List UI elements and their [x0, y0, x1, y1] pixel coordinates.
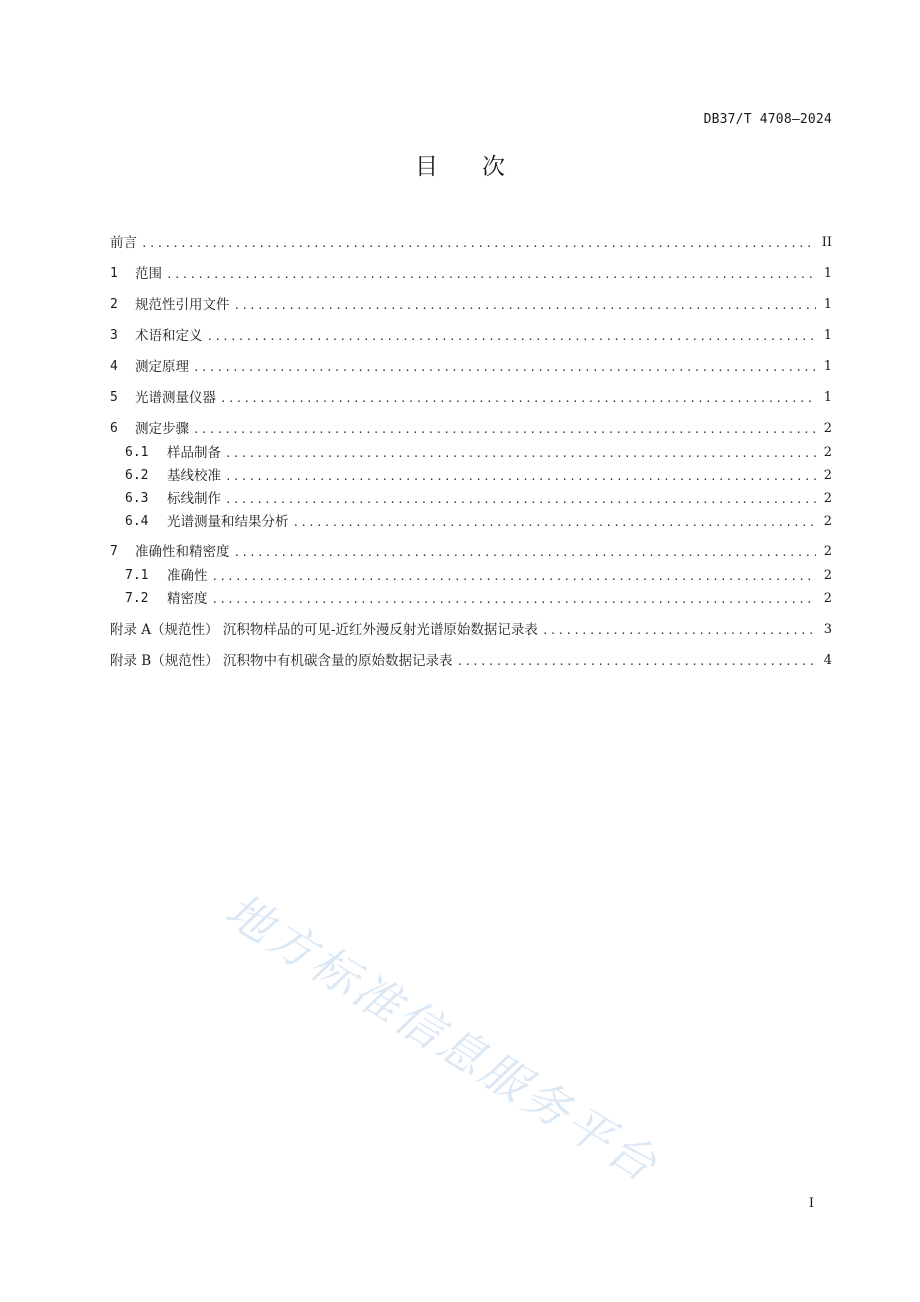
- toc-entry-label: 基线校准: [167, 468, 221, 484]
- toc-entry-label: 术语和定义: [135, 328, 203, 344]
- toc-leader-dots: [225, 491, 816, 509]
- toc-leader-dots: [293, 514, 817, 532]
- toc-entry-page: II: [821, 235, 832, 250]
- toc-entry-7[interactable]: [110, 542, 832, 562]
- toc-entry-page: 2: [823, 568, 832, 583]
- toc-entry-number: 7.1: [125, 568, 149, 583]
- toc-leader-dots: [457, 653, 816, 671]
- toc-entry-2[interactable]: [110, 295, 832, 315]
- toc-entry-label: 准确性和精密度: [135, 544, 230, 560]
- toc-leader-dots: [212, 568, 817, 586]
- toc-entry-number: 1: [110, 266, 118, 281]
- toc-leader-dots: [542, 622, 816, 640]
- title-char-1: 目: [415, 154, 438, 180]
- toc-entry-number: 3: [110, 328, 118, 343]
- toc-entry-6-4[interactable]: [110, 512, 832, 532]
- toc-leader-dots: [234, 544, 817, 562]
- toc-entry-number: 6.2: [125, 468, 149, 483]
- toc-entry-page: 1: [823, 328, 832, 343]
- toc-entry-label: 准确性: [167, 568, 208, 584]
- toc-entry-4[interactable]: [110, 357, 832, 377]
- toc-leader-dots: [141, 235, 816, 253]
- toc-entry-page: 2: [823, 514, 832, 529]
- toc-entry-label: 范围: [135, 266, 162, 282]
- toc-entry-label: 测定步骤: [135, 421, 189, 437]
- toc-entry-page: 2: [823, 491, 832, 506]
- toc-leader-dots: [234, 297, 817, 315]
- toc-entry-label: 标线制作: [167, 491, 221, 507]
- toc-entry-6[interactable]: [110, 419, 832, 439]
- page-number: I: [808, 1196, 814, 1211]
- toc-leader-dots: [220, 390, 816, 408]
- toc-entry-7-1[interactable]: [110, 566, 832, 586]
- toc-entry-number: 4: [110, 359, 118, 374]
- toc-entry-6-3[interactable]: [110, 489, 832, 509]
- watermark: 地方标准信息服务平台: [216, 882, 669, 1194]
- toc-entry-annex-a[interactable]: [110, 620, 832, 640]
- toc-entry-page: 4: [823, 653, 832, 668]
- toc-leader-dots: [207, 328, 817, 346]
- toc-entry-label: 前言: [110, 235, 137, 251]
- title-char-2: 次: [482, 154, 505, 180]
- toc-leader-dots: [166, 266, 816, 284]
- toc-entry-page: 1: [823, 359, 832, 374]
- toc-leader-dots: [212, 591, 817, 609]
- toc-leader-dots: [193, 421, 816, 439]
- toc-entry-page: 2: [823, 468, 832, 483]
- toc-entry-3[interactable]: [110, 326, 832, 346]
- page-title: [0, 148, 920, 181]
- toc-entry-number: 6.3: [125, 491, 149, 506]
- toc-entry-label: 精密度: [167, 591, 208, 607]
- toc-entry-page: 1: [823, 390, 832, 405]
- toc-entry-number: 7.2: [125, 591, 149, 606]
- toc-entry-number: 6.1: [125, 445, 149, 460]
- toc-entry-number: 2: [110, 297, 118, 312]
- toc-entry-foreword[interactable]: [110, 233, 832, 253]
- toc-entry-number: 7: [110, 544, 118, 559]
- toc-entry-label: 附录 A（规范性） 沉积物样品的可见-近红外漫反射光谱原始数据记录表: [110, 622, 538, 638]
- toc-entry-label: 测定原理: [135, 359, 189, 375]
- toc-entry-page: 2: [823, 544, 832, 559]
- toc-entry-6-2[interactable]: [110, 466, 832, 486]
- toc-entry-1[interactable]: [110, 264, 832, 284]
- document-code: DB37/T 4708—2024: [703, 112, 832, 127]
- toc-entry-page: 1: [823, 266, 832, 281]
- toc-entry-label: 附录 B（规范性） 沉积物中有机碳含量的原始数据记录表: [110, 653, 453, 669]
- toc-entry-label: 样品制备: [167, 445, 221, 461]
- toc-leader-dots: [193, 359, 816, 377]
- toc-entry-page: 2: [823, 591, 832, 606]
- toc-entry-page: 2: [823, 421, 832, 436]
- toc-entry-5[interactable]: [110, 388, 832, 408]
- toc-entry-label: 规范性引用文件: [135, 297, 230, 313]
- toc-entry-7-2[interactable]: [110, 589, 832, 609]
- toc-leader-dots: [225, 468, 816, 486]
- toc-entry-page: 2: [823, 445, 832, 460]
- toc-entry-page: 3: [823, 622, 832, 637]
- toc-entry-label: 光谱测量仪器: [135, 390, 216, 406]
- toc-entry-6-1[interactable]: [110, 443, 832, 463]
- toc-leader-dots: [225, 445, 816, 463]
- toc-entry-label: 光谱测量和结果分析: [167, 514, 289, 530]
- toc-entry-number: 6: [110, 421, 118, 436]
- toc-entry-number: 5: [110, 390, 118, 405]
- toc-entry-page: 1: [823, 297, 832, 312]
- toc-entry-number: 6.4: [125, 514, 149, 529]
- toc-entry-annex-b[interactable]: [110, 651, 832, 671]
